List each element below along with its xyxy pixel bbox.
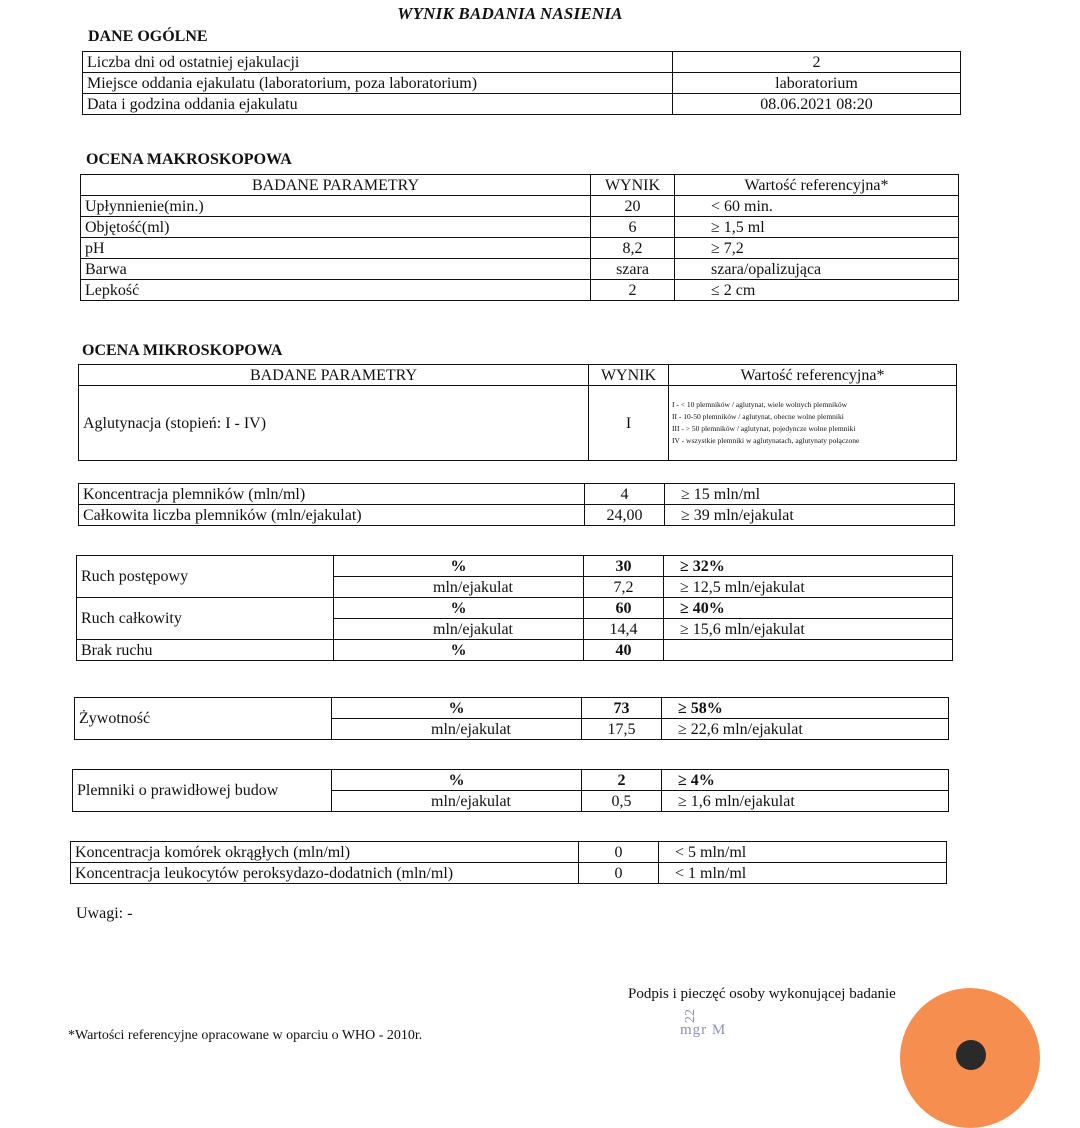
row-value: 8,2 xyxy=(591,238,675,259)
header-ref: Wartość referencyjna* xyxy=(669,365,957,386)
table-row xyxy=(83,94,961,115)
row-ref: < 60 min. xyxy=(675,196,959,217)
table-row xyxy=(81,238,959,259)
row-label: Liczba dni od ostatniej ejakulacji xyxy=(83,52,673,73)
row-ref xyxy=(664,640,953,661)
micro-table xyxy=(78,364,957,461)
vitality-table xyxy=(74,697,949,740)
table-header-row xyxy=(81,175,959,196)
row-ref: ≥ 1,6 mln/ejakulat xyxy=(662,791,949,812)
table-row xyxy=(79,505,955,526)
motility-table xyxy=(76,555,953,661)
row-ref: ≥ 15,6 mln/ejakulat xyxy=(664,619,953,640)
row-label: Lepkość xyxy=(81,280,591,301)
signature-caption: Podpis i pieczęć osoby wykonującej badanie xyxy=(628,986,896,1002)
table-row xyxy=(77,598,953,619)
table-row xyxy=(79,484,955,505)
table-row xyxy=(73,770,949,791)
ref-line: III - > 50 plemników / aglutynat, pojedyncze wolne plemniki xyxy=(672,424,856,433)
unit-cell: mln/ejakulat xyxy=(334,577,584,598)
row-ref: szara/opalizująca xyxy=(675,259,959,280)
row-label: pH xyxy=(81,238,591,259)
ref-line: I - < 10 plemników / aglutynat, wiele wolnych plemników xyxy=(672,400,848,409)
row-ref: ≥ 22,6 mln/ejakulat xyxy=(662,719,949,740)
unit-cell: % xyxy=(334,598,584,619)
row-value: 2 xyxy=(591,280,675,301)
row-ref: ≥ 32% xyxy=(664,556,953,577)
row-label: Ruch całkowity xyxy=(77,598,334,640)
row-value: 24,00 xyxy=(585,505,665,526)
row-value: 20 xyxy=(591,196,675,217)
row-value: 17,5 xyxy=(582,719,662,740)
section-heading-macro: OCENA MAKROSKOPOWA xyxy=(86,151,292,168)
row-ref: ≤ 2 cm xyxy=(675,280,959,301)
row-value: 2 xyxy=(673,52,961,73)
row-ref: ≥ 58% xyxy=(662,698,949,719)
row-label: Barwa xyxy=(81,259,591,280)
row-value: 4 xyxy=(585,484,665,505)
sticker-dot xyxy=(956,1040,986,1070)
table-row xyxy=(71,842,947,863)
row-value: 0 xyxy=(579,842,659,863)
agglutination-ref xyxy=(669,386,957,461)
concentration-table xyxy=(78,483,955,526)
unit-cell: % xyxy=(332,698,582,719)
row-value: 08.06.2021 08:20 xyxy=(673,94,961,115)
document-title: WYNIK BADANIA NASIENIA xyxy=(397,4,623,23)
row-ref: ≥ 1,5 ml xyxy=(675,217,959,238)
row-ref: < 1 mln/ml xyxy=(659,863,947,884)
notes: Uwagi: - xyxy=(76,905,133,922)
section-heading-general: DANE OGÓLNE xyxy=(88,28,208,45)
table-row xyxy=(83,73,961,94)
header-param: BADANE PARAMETRY xyxy=(81,175,591,196)
row-value: I xyxy=(589,386,669,461)
row-label: Upłynnienie(min.) xyxy=(81,196,591,217)
row-value: 60 xyxy=(584,598,664,619)
row-label: Miejsce oddania ejakulatu (laboratorium, poza laboratorium) xyxy=(83,73,673,94)
unit-cell: mln/ejakulat xyxy=(334,619,584,640)
table-header-row xyxy=(79,365,957,386)
row-ref: ≥ 12,5 mln/ejakulat xyxy=(664,577,953,598)
row-ref: ≥ 15 mln/ml xyxy=(665,484,955,505)
row-ref: ≥ 7,2 xyxy=(675,238,959,259)
row-label: Koncentracja plemników (mln/ml) xyxy=(79,484,585,505)
row-label: Całkowita liczba plemników (mln/ejakulat) xyxy=(79,505,585,526)
table-row xyxy=(71,863,947,884)
row-label: Objętość(ml) xyxy=(81,217,591,238)
table-row xyxy=(79,386,957,461)
ref-line: IV - wszystkie plemniki w aglutynatach, aglutynaty połączone xyxy=(672,436,860,445)
row-value: 0,5 xyxy=(582,791,662,812)
row-value: 7,2 xyxy=(584,577,664,598)
header-param: BADANE PARAMETRY xyxy=(79,365,589,386)
row-label: Koncentracja komórek okrągłych (mln/ml) xyxy=(71,842,579,863)
row-value: 73 xyxy=(582,698,662,719)
row-value: 30 xyxy=(584,556,664,577)
row-value: 14,4 xyxy=(584,619,664,640)
table-row xyxy=(83,52,961,73)
row-label: Ruch postępowy xyxy=(77,556,334,598)
row-value: 40 xyxy=(584,640,664,661)
table-row xyxy=(81,259,959,280)
row-ref: ≥ 4% xyxy=(662,770,949,791)
row-value: laboratorium xyxy=(673,73,961,94)
table-row xyxy=(77,640,953,661)
row-label: Brak ruchu xyxy=(77,640,334,661)
cells-table xyxy=(70,841,947,884)
table-row xyxy=(81,196,959,217)
macro-table xyxy=(80,174,959,301)
table-row xyxy=(81,280,959,301)
morphology-table xyxy=(72,769,949,812)
header-ref: Wartość referencyjna* xyxy=(675,175,959,196)
row-ref: ≥ 40% xyxy=(664,598,953,619)
stamp-number: 22 xyxy=(683,1009,698,1023)
header-result: WYNIK xyxy=(589,365,669,386)
general-table xyxy=(82,51,961,115)
row-label: Plemniki o prawidłowej budow xyxy=(73,770,332,812)
row-ref: ≥ 39 mln/ejakulat xyxy=(665,505,955,526)
row-label: Data i godzina oddania ejakulatu xyxy=(83,94,673,115)
unit-cell: mln/ejakulat xyxy=(332,791,582,812)
header-result: WYNIK xyxy=(591,175,675,196)
row-label: Koncentracja leukocytów peroksydazo-dodatnich (mln/ml) xyxy=(71,863,579,884)
table-row xyxy=(77,556,953,577)
unit-cell: % xyxy=(332,770,582,791)
row-label: Aglutynacja (stopień: I - IV) xyxy=(79,386,589,461)
table-row xyxy=(81,217,959,238)
unit-cell: % xyxy=(334,556,584,577)
row-label: Żywotność xyxy=(75,698,332,740)
unit-cell: mln/ejakulat xyxy=(332,719,582,740)
stamp-text: mgr M xyxy=(680,1022,727,1038)
row-value: szara xyxy=(591,259,675,280)
table-row xyxy=(75,698,949,719)
row-ref: < 5 mln/ml xyxy=(659,842,947,863)
section-heading-micro: OCENA MIKROSKOPOWA xyxy=(82,342,283,359)
row-value: 2 xyxy=(582,770,662,791)
row-value: 0 xyxy=(579,863,659,884)
unit-cell: % xyxy=(334,640,584,661)
row-value: 6 xyxy=(591,217,675,238)
footnote: *Wartości referencyjne opracowane w oparciu o WHO - 2010r. xyxy=(68,1028,423,1043)
ref-line: II - 10-50 plemników / aglutynat, obecne wolne plemniki xyxy=(672,412,844,421)
